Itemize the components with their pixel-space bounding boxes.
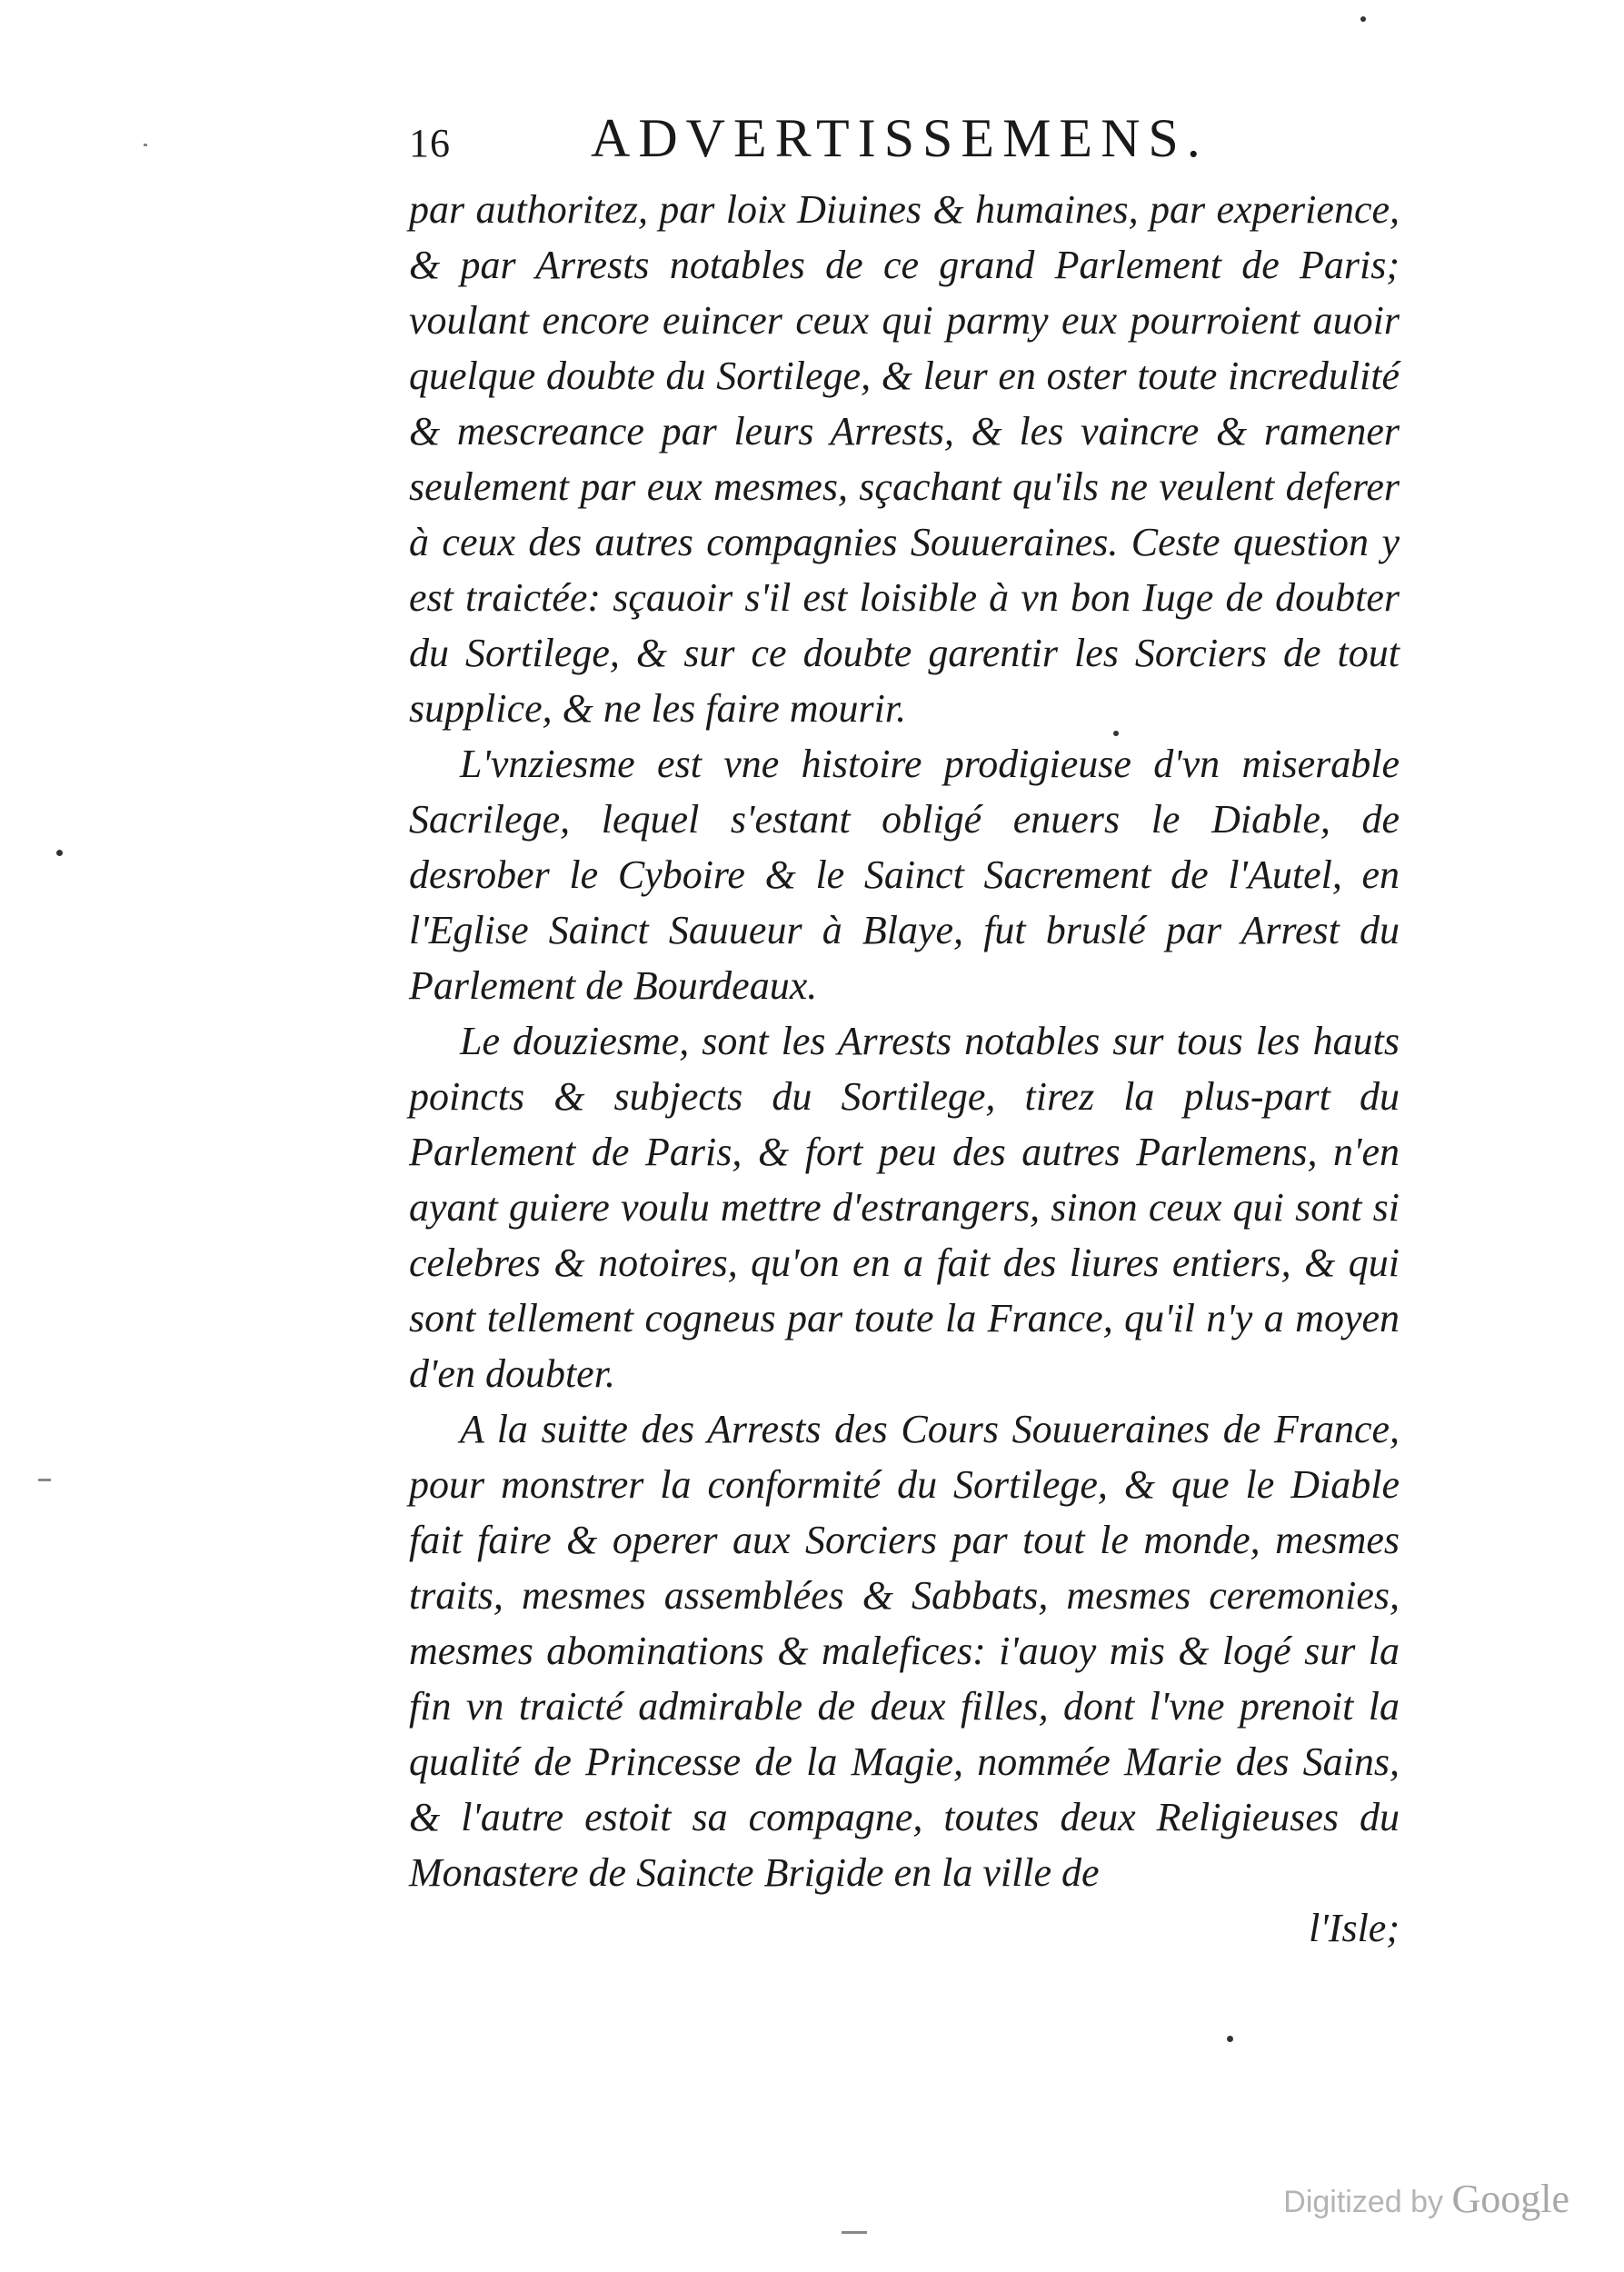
digitization-watermark: [1283, 2176, 1569, 2222]
scan-speck: [56, 850, 63, 856]
google-logo: Google: [1451, 2177, 1569, 2221]
scan-mark: [842, 2231, 867, 2234]
page-header: [409, 107, 1400, 180]
catchword: l'Isle;: [1309, 1906, 1400, 1950]
paragraph-continuation: par authoritez, par loix Diuines & humaines, par experience, & par Arrests notables de ce grand Parlement de Paris; voulant encore euincer ceux qui parmy eux pourroient auoir quelque doubte du Sortilege, & leur en oster toute incredulité & mescreance par leurs Arrests, & les vaincre & ramener seulement par eux mesmes, sçachant qu'ils ne veulent deferer à ceux des autres compagnies Souueraines. Ceste question y est traictée: sçauoir s'il est loisible à vn bon Iuge de doubter du Sortilege, & sur ce doubte garentir les Sorciers de tout supplice, & ne les faire mourir.: [409, 187, 1400, 731]
paragraph-twelfth: Le douziesme, sont les Arrests notables sur tous les hauts poincts & subjects du Sortilege, tirez la plus-part du Parlement de Paris, & fort peu des autres Parlemens, n'en ayant guiere voulu mettre d'estrangers, sinon ceux qui sont si celebres & notoires, qu'on en a fait des liures entiers, & qui sont tellement cogneus par toute la France, qu'il n'y a moyen d'en doubter.: [409, 1019, 1400, 1396]
scan-speck: [1113, 731, 1119, 736]
scan-speck: [1360, 16, 1366, 22]
paragraph-eleventh: L'vnziesme est vne histoire prodigieuse d'vn miserable Sacrilege, lequel s'estant obligé enuers le Diable, de desrober le Cyboire & le Sainct Sacrement de l'Autel, en l'Eglise Sainct Sauueur à Blaye, fut bruslé par Arrest du Parlement de Bourdeaux.: [409, 742, 1400, 1008]
scan-speck: [1227, 2036, 1233, 2042]
scan-mark: [144, 144, 147, 146]
watermark-prefix: Digitized by: [1283, 2185, 1444, 2219]
scan-mark: [38, 1479, 51, 1481]
page-number: 16: [409, 121, 451, 165]
paragraph-appendix: A la suitte des Arrests des Cours Souueraines de France, pour monstrer la conformité du Sortilege, & que le Diable fait faire & operer aux Sorciers par tout le monde, mesmes traits, mesmes assemblées & Sabbats, mesmes ceremonies, mesmes abominations & malefices: i'auoy mis & logé sur la fin vn traicté admirable de deux filles, dont l'vne prenoit la qualité de Princesse de la Magie, nommée Marie des Sains, & l'autre estoit sa compagne, toutes deux Religieuses du Monastere de Saincte Brigide en la ville de: [409, 1407, 1400, 1895]
body-text: [409, 182, 1400, 1956]
running-title: ADVERTISSEMENS.: [591, 108, 1209, 168]
